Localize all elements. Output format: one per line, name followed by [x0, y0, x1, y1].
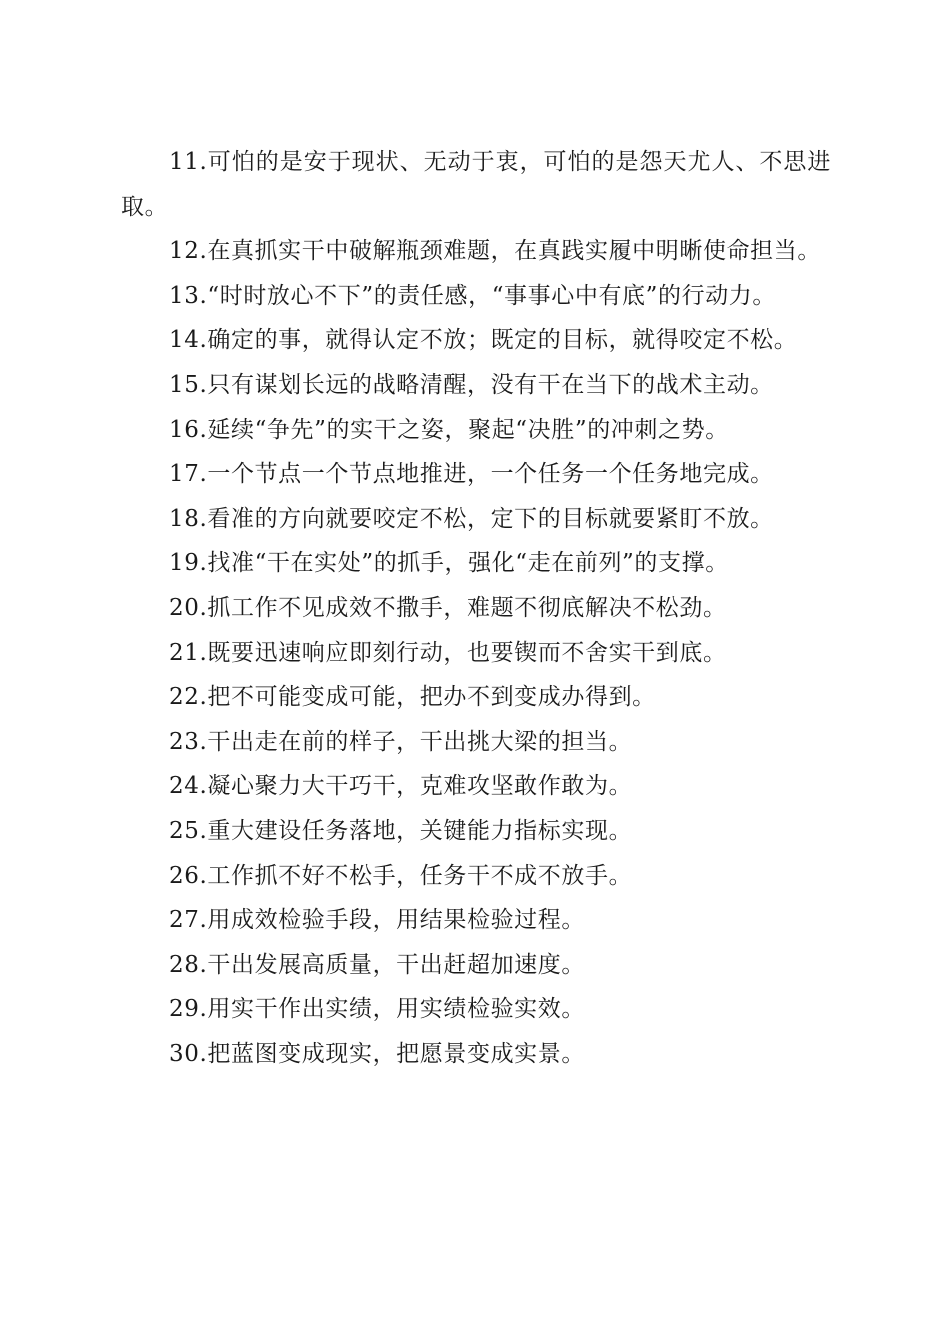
list-item: 26.工作抓不好不松手，任务干不成不放手。: [169, 862, 633, 889]
list-item: 12.在真抓实干中破解瓶颈难题，在真践实履中明晰使命担当。: [169, 238, 821, 265]
list-item: 22.把不可能变成可能，把办不到变成办得到。: [169, 684, 656, 711]
list-item: 24.凝心聚力大干巧干，克难攻坚敢作敢为。: [169, 773, 633, 800]
list-item: 18.看准的方向就要咬定不松，定下的目标就要紧盯不放。: [169, 505, 774, 532]
list-item: 23.干出走在前的样子，干出挑大梁的担当。: [169, 728, 633, 755]
list-item: 19.找准“干在实处”的抓手，强化“走在前列”的支撑。: [169, 550, 729, 577]
list-item: 28.干出发展高质量，干出赶超加速度。: [169, 951, 585, 978]
list-item: 13.“时时放心不下”的责任感，“事事心中有底”的行动力。: [169, 282, 777, 309]
list-item: 21.既要迅速响应即刻行动，也要锲而不舍实干到底。: [169, 639, 727, 666]
list-item: 14.确定的事，就得认定不放；既定的目标，就得咬定不松。: [169, 327, 798, 354]
list-item: 15.只有谋划长远的战略清醒，没有干在当下的战术主动。: [169, 371, 774, 398]
list-item: 11.可怕的是安于现状、无动于衷，可怕的是怨天尤人、不思进取。: [121, 149, 831, 220]
list-item: 16.延续“争先”的实干之姿，聚起“决胜”的冲刺之势。: [169, 416, 729, 443]
list-item: 25.重大建设任务落地，关键能力指标实现。: [169, 817, 633, 844]
list-item: 27.用成效检验手段，用结果检验过程。: [169, 907, 585, 934]
list-item: 20.抓工作不见成效不撒手，难题不彻底解决不松劲。: [169, 594, 727, 621]
list-item: 17.一个节点一个节点地推进，一个任务一个任务地完成。: [169, 461, 774, 488]
list-item: 29.用实干作出实绩，用实绩检验实效。: [169, 996, 585, 1023]
list-item: 30.把蓝图变成现实，把愿景变成实景。: [169, 1040, 585, 1067]
document-body: [121, 140, 831, 1076]
